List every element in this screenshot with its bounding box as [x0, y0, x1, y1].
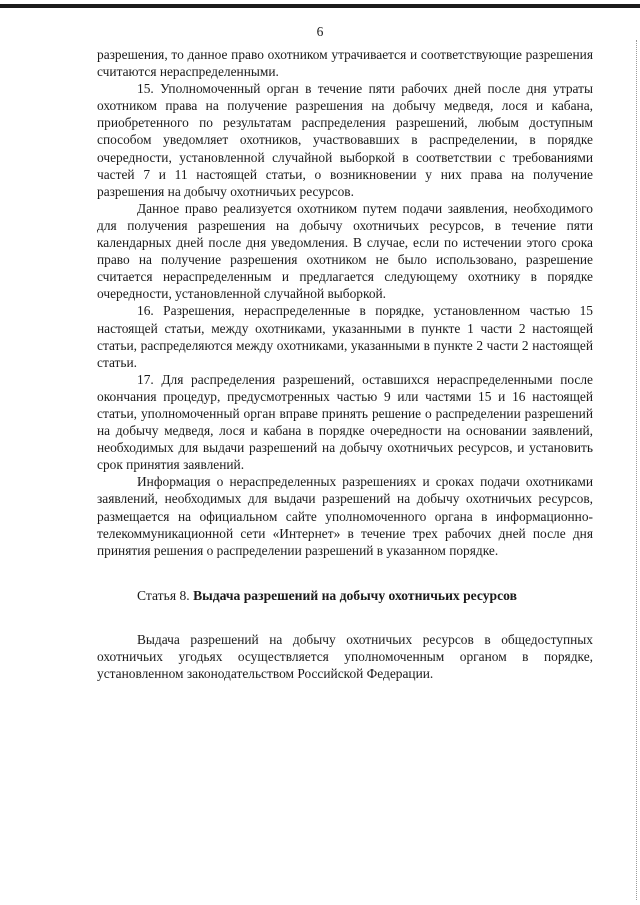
article-title: Выдача разрешений на добычу охотничьих ресурсов — [193, 587, 517, 603]
top-border-line — [0, 4, 640, 8]
document-body — [97, 46, 593, 682]
paragraph-item-15: 15. Уполномоченный орган в течение пяти рабочих дней после дня утраты охотником права на получение разрешения на добычу медведя, лося и кабана, приобретенного по результатам распределения разрешений, любым доступным способом уведомляет охотников, участвовавших в распределении, в порядке очередности, установленной случайной выборкой в соответствии с требованиями частей 7 и 11 настоящей статьи, о возникновении у них права на получение разрешения на добычу охотничьих ресурсов. — [97, 81, 593, 199]
page-number: 6 — [316, 24, 324, 39]
paragraph-item-17-info: Информация о нераспределенных разрешениях и сроках подачи охотниками заявлений, необходимых для выдачи разрешений на добычу охотничьих ресурсов, размещается на официальном сайте уполномоченного органа в информационно-телекоммуникационной сети «Интернет» в течение трех рабочих дней после дня принятия решения о распределении разрешений в указанном порядке. — [97, 474, 593, 558]
article-paragraph: Выдача разрешений на добычу охотничьих ресурсов в общедоступных охотничьих угодьях осуществляется уполномоченным органом в порядке, установленном законодательством Российской Федерации. — [97, 631, 593, 682]
article-label: Статья 8. — [137, 587, 190, 603]
scan-edge-line — [635, 40, 637, 900]
paragraph-item-16: 16. Разрешения, нераспределенные в порядке, установленном частью 15 настоящей статьи, между охотниками, указанными в пункте 1 части 2 настоящей статьи, распределяются между охотниками, указанными в пункте 2 части 2 настоящей статьи. — [97, 303, 593, 370]
article-heading — [97, 587, 593, 604]
paragraph-continuation: разрешения, то данное право охотником утрачивается и соответствующие разрешения считаются нераспределенными. — [97, 47, 593, 80]
paragraph-item-15-right: Данное право реализуется охотником путем подачи заявления, необходимого для получения разрешения на добычу охотничьих ресурсов, в течение пяти календарных дней после дня уведомления. В случае, если по истечении этого срока право на получение разрешения охотником не было использовано, разрешение считается нераспределенным и предлагается следующему охотнику в порядке очередности, установленной случайной выборкой. — [97, 200, 593, 302]
paragraph-item-17: 17. Для распределения разрешений, оставшихся нераспределенными после окончания процедур, предусмотренных частью 9 или частями 15 и 16 настоящей статьи, уполномоченный орган вправе принять решение о распределении разрешений на добычу медведя, лося и кабана в порядке очередности на основании заявлений, необходимых для выдачи разрешений на добычу охотничьих ресурсов, и установить срок принятия заявлений. — [97, 371, 593, 473]
